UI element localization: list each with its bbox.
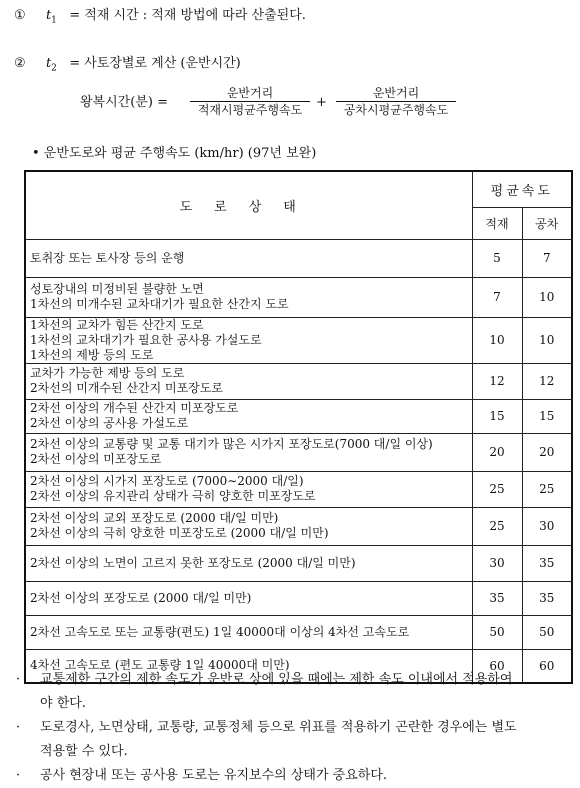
row-condition (25, 615, 472, 649)
note-line: 교통제한 구간의 제한 속도가 운반로 상에 있을 때에는 제한 속도 이내에서 적용하여 (40, 672, 513, 687)
row-speed-empty: 35 (522, 545, 572, 581)
item-1-symbol: t (45, 8, 52, 23)
row-speed-empty: 20 (522, 433, 572, 471)
row-condition-line: 2차선 이상의 극히 양호한 미포장도로 (2000 대/일 미만) (30, 526, 329, 540)
formula-plus: + (316, 95, 327, 110)
fraction-bar (190, 101, 310, 102)
table-caption: • 운반도로와 평균 주행속도 (km/hr) (97년 보완) (32, 146, 317, 161)
row-speed-loaded: 35 (472, 581, 522, 615)
note-item (16, 764, 576, 788)
header-condition (25, 171, 472, 239)
table-row (25, 399, 572, 433)
note-bullet: · (16, 672, 21, 687)
row-speed-loaded: 15 (472, 399, 522, 433)
note-line: 적용할 수 있다. (40, 744, 128, 759)
row-speed-loaded: 12 (472, 363, 522, 399)
row-condition (25, 581, 472, 615)
row-condition-line: 1차선의 교차가 힘든 산간지 도로 (30, 317, 204, 332)
table-row (25, 277, 572, 317)
row-condition-line: 2차선 고속도로 또는 교통량(편도) 1일 40000대 이상의 4차선 고속도로 (30, 624, 410, 639)
header-speed-group (472, 171, 572, 207)
formula-fraction-empty (336, 86, 456, 117)
table-row (25, 317, 572, 363)
row-condition-line: 2차선 이상의 개수된 산간지 미포장도로 (30, 401, 239, 415)
row-speed-loaded: 60 (472, 649, 522, 683)
note-line: 야 한다. (40, 696, 86, 711)
item-2-marker: ② (14, 56, 26, 71)
row-speed-empty: 30 (522, 507, 572, 545)
row-speed-loaded: 25 (472, 471, 522, 507)
formula-fraction-loaded (190, 86, 310, 117)
fraction-numerator: 운반거리 (226, 86, 274, 100)
notes (16, 668, 576, 788)
table-row (25, 507, 572, 545)
item-2-subscript: 2 (51, 63, 57, 74)
speed-table (24, 170, 573, 684)
fraction-denominator: 공차시평균주행속도 (343, 103, 449, 117)
item-2 (14, 56, 241, 77)
row-condition-line: 1차선의 교차대기가 필요한 공사용 가설도로 (30, 332, 262, 347)
note-item (16, 668, 576, 716)
table-row (25, 433, 572, 471)
formula-lhs: 왕복시간(분) = (80, 95, 168, 110)
row-speed-empty: 50 (522, 615, 572, 649)
row-condition-line: 2차선 이상의 유지관리 상태가 극히 양호한 미포장도로 (30, 489, 316, 503)
table-row (25, 239, 572, 277)
row-speed-loaded: 20 (472, 433, 522, 471)
row-condition (25, 433, 472, 471)
row-speed-empty: 15 (522, 399, 572, 433)
note-line: 공사 현장내 또는 공사용 도로는 유지보수의 상태가 중요하다. (40, 768, 388, 783)
row-speed-empty: 10 (522, 317, 572, 363)
row-speed-empty: 35 (522, 581, 572, 615)
row-condition (25, 363, 472, 399)
row-condition-line: 2차선 이상의 공사용 가설도로 (30, 416, 189, 430)
row-condition (25, 317, 472, 363)
row-speed-loaded: 30 (472, 545, 522, 581)
row-speed-empty: 12 (522, 363, 572, 399)
row-speed-loaded: 5 (472, 239, 522, 277)
fraction-numerator: 운반거리 (372, 86, 420, 100)
note-bullet: · (16, 720, 21, 735)
row-condition (25, 239, 472, 277)
row-condition-line: 2차선 이상의 노면이 고르지 못한 포장도로 (2000 대/일 미만) (30, 555, 356, 570)
note-item (16, 716, 576, 764)
table-row (25, 615, 572, 649)
row-condition (25, 507, 472, 545)
row-condition-line: 2차선의 미개수된 산간지 미포장도로 (30, 381, 223, 395)
header-empty: 공차 (522, 207, 572, 239)
item-1-marker: ① (14, 8, 26, 23)
row-speed-loaded: 50 (472, 615, 522, 649)
fraction-bar (336, 101, 456, 102)
table-body (25, 239, 572, 683)
row-condition (25, 471, 472, 507)
row-condition-line: 토취장 또는 토사장 등의 운행 (30, 250, 185, 265)
item-2-text: = 사토장별로 계산 (운반시간) (69, 56, 241, 71)
row-condition-line: 1차선의 제방 등의 도로 (30, 347, 154, 362)
header-speed-group-label: 평균속도 (490, 183, 553, 199)
row-condition (25, 277, 472, 317)
header-condition-label: 도로상태 (179, 199, 318, 215)
table-row (25, 471, 572, 507)
item-1 (14, 8, 306, 29)
row-speed-loaded: 7 (472, 277, 522, 317)
item-1-subscript: 1 (51, 15, 57, 26)
row-condition-line: 2차선 이상의 시가지 포장도로 (7000∼2000 대/일) (30, 474, 304, 488)
table-row (25, 363, 572, 399)
header-loaded: 적재 (472, 207, 522, 239)
row-condition-line: 2차선 이상의 포장도로 (2000 대/일 미만) (30, 590, 252, 605)
row-condition-line: 성토장내의 미정비된 불량한 노면 (30, 282, 204, 296)
row-speed-empty: 60 (522, 649, 572, 683)
item-2-symbol: t (45, 56, 52, 71)
row-speed-empty: 25 (522, 471, 572, 507)
row-condition-line: 2차선 이상의 교통량 및 교통 대기가 많은 시가지 포장도로(7000 대/일 이상) (30, 437, 433, 451)
row-condition-line: 1차선의 미개수된 교차대기가 필요한 산간지 도로 (30, 297, 289, 311)
row-speed-loaded: 25 (472, 507, 522, 545)
table-row (25, 545, 572, 581)
row-speed-empty: 10 (522, 277, 572, 317)
note-bullet: · (16, 768, 21, 783)
row-condition (25, 545, 472, 581)
row-condition-line: 4차선 고속도로 (편도 교통량 1일 40000대 미만) (30, 658, 290, 673)
note-line: 도로경사, 노면상태, 교통량, 교통정체 등으로 위표를 적용하기 곤란한 경우에는 별도 (40, 720, 517, 735)
row-condition (25, 399, 472, 433)
row-condition-line: 2차선 이상의 교외 포장도로 (2000 대/일 미만) (30, 511, 279, 525)
row-condition-line: 교차가 가능한 제방 등의 도로 (30, 366, 185, 380)
fraction-denominator: 적재시평균주행속도 (197, 103, 303, 117)
row-speed-empty: 7 (522, 239, 572, 277)
row-speed-loaded: 10 (472, 317, 522, 363)
item-1-text: = 적재 시간 : 적재 방법에 따라 산출된다. (69, 8, 306, 23)
table-row (25, 581, 572, 615)
row-condition-line: 2차선 이상의 미포장도로 (30, 452, 162, 466)
